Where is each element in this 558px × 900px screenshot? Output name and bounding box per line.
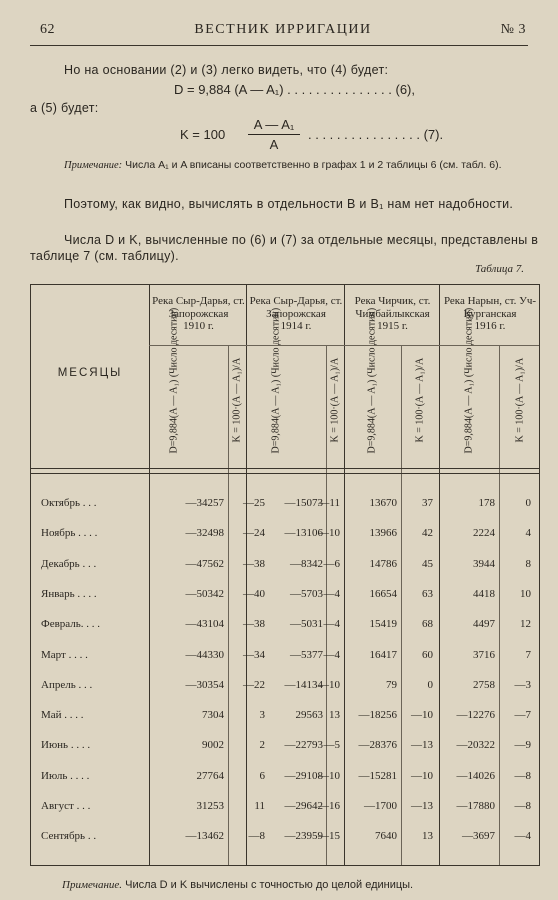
d-value: 16417: [369, 648, 397, 661]
d-value: 7640: [375, 830, 397, 843]
fraction-bar: [248, 134, 300, 135]
table-row: [31, 582, 539, 611]
month-label: Июнь . . . .: [41, 739, 91, 752]
k-value: —10: [318, 527, 340, 540]
footnote: [62, 879, 413, 891]
d-value: 9002: [202, 739, 224, 752]
k-value: —40: [243, 587, 265, 600]
k-value: 2: [259, 739, 265, 752]
d-value: —28376: [358, 739, 397, 752]
table-row: [31, 612, 539, 641]
table-row: [31, 491, 539, 520]
table-row: [31, 643, 539, 672]
table-row: [31, 703, 539, 732]
k-value: —38: [243, 557, 265, 570]
col-k-header-4: K = 100·(A — A₁)/A: [514, 357, 526, 443]
formula-7: [180, 117, 540, 154]
d-value: 13966: [369, 527, 397, 540]
k-value: —4: [514, 830, 531, 843]
formula-7-numerator: A — A₁: [253, 117, 295, 132]
col-k-header-3: K = 100·(A — A₁)/A: [414, 357, 426, 443]
month-label: Март . . . .: [41, 648, 88, 661]
k-value: —8: [248, 830, 265, 843]
k-value: —38: [243, 618, 265, 631]
month-label: Декабрь . . .: [41, 557, 97, 570]
d-value: 31253: [196, 800, 224, 812]
k-value: —4: [323, 618, 340, 631]
formula-intro: а (5) будет:: [30, 101, 99, 115]
d-value: —12276: [456, 709, 495, 722]
col-d-header-4: D=9,884(A — A₁) (Число десятин): [463, 307, 475, 454]
data-table: [30, 284, 540, 866]
d-value: 13670: [369, 497, 397, 509]
k-value: 12: [520, 618, 531, 631]
k-value: —10: [411, 769, 433, 782]
k-value: 8: [525, 557, 531, 570]
d-value: 2758: [473, 678, 495, 691]
footnote-text: Числа D и K вычислены с точностью до целой единицы.: [125, 879, 414, 891]
k-value: 0: [525, 497, 531, 509]
k-value: —10: [411, 709, 433, 722]
month-label: Январь . . . .: [41, 587, 97, 600]
page-number: 62: [40, 22, 55, 37]
d-value: —15281: [358, 769, 397, 782]
d-value: —13462: [185, 830, 224, 843]
k-value: —13: [411, 739, 433, 752]
k-value: —34: [243, 648, 265, 661]
d-value: —20322: [456, 739, 495, 752]
d-value: —13106: [284, 527, 323, 540]
d-value: 3716: [473, 648, 495, 661]
header-rule: [30, 45, 528, 46]
d-value: —29108: [284, 769, 323, 782]
issue-number: № 3: [500, 22, 526, 37]
table-row: [31, 673, 539, 702]
d-value: 178: [478, 497, 495, 509]
d-value: —17880: [456, 800, 495, 812]
journal-title: ВЕСТНИК ИРРИГАЦИИ: [194, 22, 372, 37]
k-value: —10: [318, 678, 340, 691]
formula-6: D = 9,884 (A — A₁) . . . . . . . . . . . . . . . (6),: [174, 82, 415, 97]
page-header: [40, 22, 526, 44]
k-value: —13: [411, 800, 433, 812]
col-d-header-1: D=9,884(A — A₁) (Число десятин): [168, 307, 180, 454]
k-value: 68: [422, 618, 433, 631]
d-value: —5031: [290, 618, 323, 631]
d-value: —18256: [358, 709, 397, 722]
k-value: 10: [520, 587, 531, 600]
month-label: Февраль. . . .: [41, 618, 101, 631]
col-k-header-2: K = 100·(A — A₁)/A: [329, 357, 341, 443]
group-header-3: Река Чирчик, ст. Чимбайлыкская 1915 г.: [354, 295, 431, 332]
k-value: —8: [514, 769, 531, 782]
col-d-header-3: D=9,884(A — A₁) (Число десятин): [366, 307, 378, 454]
d-value: —43104: [185, 618, 224, 631]
note-1: [64, 158, 542, 173]
month-label: Ноябрь . . . .: [41, 527, 98, 540]
paragraph-2: Поэтому, как видно, вычислять в отдельности B и B₁ нам нет надобности.: [64, 197, 514, 211]
k-value: 4: [525, 527, 531, 540]
k-value: —6: [323, 557, 340, 570]
month-label: Сентябрь . .: [41, 830, 97, 843]
d-value: 16654: [369, 587, 397, 600]
k-value: —16: [318, 800, 340, 812]
months-header: МЕСЯЦЫ: [57, 367, 123, 379]
d-value: —50342: [185, 587, 224, 600]
k-value: —3: [514, 678, 531, 691]
formula-7-lhs: K = 100: [180, 127, 226, 142]
d-value: 29563: [295, 709, 323, 722]
d-value: 79: [386, 678, 397, 691]
month-label: Июль . . . .: [41, 769, 90, 782]
k-value: 42: [422, 527, 433, 540]
d-value: —5377: [290, 648, 323, 661]
k-value: 6: [259, 769, 265, 782]
d-value: 7304: [202, 709, 224, 722]
k-value: —4: [323, 587, 340, 600]
group-header-2: Река Сыр-Дарья, ст. Запорожская 1914 г.: [249, 295, 343, 332]
d-value: 15419: [369, 618, 397, 631]
table-row: [31, 794, 539, 823]
k-value: —9: [514, 739, 531, 752]
d-value: —15073: [284, 497, 323, 509]
note-1-text: Числа A₁ и A вписаны соответственно в графах 1 и 2 таблицы 6 (см. табл. 6).: [125, 159, 502, 171]
d-value: —32498: [185, 527, 224, 540]
d-value: 4497: [473, 618, 495, 631]
footnote-label: Примечание.: [62, 879, 123, 891]
d-value: —3697: [462, 830, 495, 843]
k-value: 13: [329, 709, 340, 722]
table-row: [31, 764, 539, 793]
d-value: 14786: [369, 557, 397, 570]
group-header-4: Река Нарын, ст. Уч-Курганская 1916 г.: [443, 295, 537, 332]
k-value: —15: [318, 830, 340, 843]
d-value: —44330: [185, 648, 224, 661]
d-value: —14026: [456, 769, 495, 782]
d-value: 2224: [473, 527, 495, 540]
month-label: Апрель . . .: [41, 678, 93, 691]
d-value: —47562: [185, 557, 224, 570]
k-value: 60: [422, 648, 433, 661]
d-value: 3944: [473, 557, 495, 570]
d-value: —8342: [290, 557, 323, 570]
formula-7-denominator: A: [269, 137, 279, 152]
d-value: —23959: [284, 830, 323, 843]
month-label: Август . . .: [41, 800, 91, 812]
k-value: 63: [422, 587, 433, 600]
table-row: [31, 733, 539, 762]
d-value: —29642: [284, 800, 323, 812]
k-value: 13: [422, 830, 433, 843]
k-value: —7: [514, 709, 531, 722]
table-row: [31, 521, 539, 550]
d-value: —22793: [284, 739, 323, 752]
month-label: Октябрь . . .: [41, 497, 97, 509]
d-value: 27764: [196, 769, 224, 782]
k-value: 0: [427, 678, 433, 691]
k-value: —10: [318, 769, 340, 782]
formula-7-dots: . . . . . . . . . . . . . . . . (7).: [308, 127, 444, 142]
k-value: —11: [318, 497, 340, 509]
col-d-header-2: D=9,884(A — A₁) (Число десятин): [270, 307, 282, 454]
d-value: —1700: [364, 800, 397, 812]
k-value: 11: [254, 800, 265, 812]
k-value: —22: [243, 678, 265, 691]
d-value: —5703: [290, 587, 323, 600]
d-value: —34257: [185, 497, 224, 509]
k-value: —25: [243, 497, 265, 509]
group-header-1: Река Сыр-Дарья, ст. Запорожская 1910 г.: [152, 295, 245, 332]
k-value: 37: [422, 497, 433, 509]
k-value: 45: [422, 557, 433, 570]
table-row: [31, 552, 539, 581]
k-value: —5: [323, 739, 340, 752]
paragraph-1: Но на основании (2) и (3) легко видеть, что (4) будет:: [64, 63, 389, 77]
k-value: —24: [243, 527, 265, 540]
note-1-label: Примечание:: [64, 160, 123, 171]
month-label: Май . . . .: [41, 709, 84, 722]
paragraph-3: Числа D и K, вычисленные по (6) и (7) за отдельные месяцы, представлены в таблице 7 (см. таблицу).: [30, 233, 539, 263]
d-value: 4418: [473, 587, 495, 600]
d-value: —14134: [284, 678, 323, 691]
k-value: —4: [323, 648, 340, 661]
table-caption: Таблица 7.: [475, 263, 524, 275]
d-value: —30354: [185, 678, 224, 691]
k-value: —8: [514, 800, 531, 812]
k-value: 7: [525, 648, 531, 661]
table-row: [31, 824, 539, 853]
k-value: 3: [259, 709, 265, 722]
col-k-header-1: K = 100·(A — A₁)/A: [231, 357, 243, 443]
